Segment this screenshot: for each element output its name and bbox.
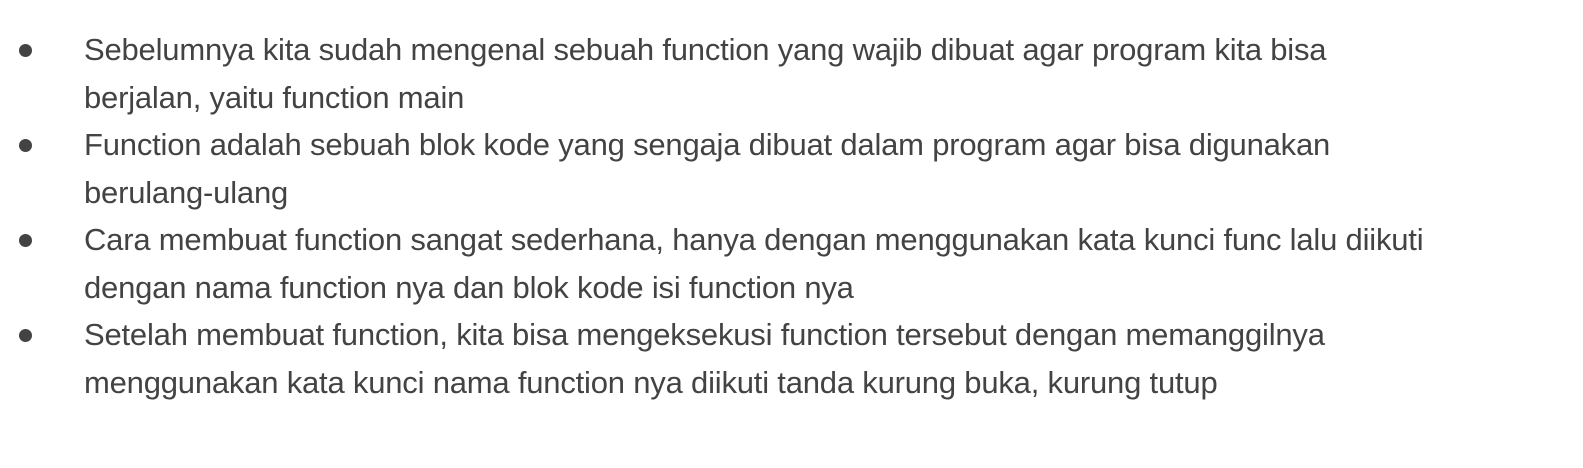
list-item-text-line: berulang-ulang — [84, 174, 289, 210]
list-item-text-line: Cara membuat function sangat sederhana, hanya dengan menggunakan kata kunci func lalu diikuti — [84, 222, 1424, 257]
bullet-icon — [19, 234, 32, 247]
list-item-text-line: Setelah membuat function, kita bisa mengeksekusi function tersebut dengan memanggilnya — [84, 317, 1325, 352]
list-item-text-line: menggunakan kata kunci nama function nya diikuti tanda kurung buka, kurung tutup — [84, 364, 1218, 400]
bullet-icon — [19, 329, 32, 342]
list-item-text-line: dengan nama function nya dan blok kode isi function nya — [84, 269, 854, 305]
list-item-text-line: Function adalah sebuah blok kode yang sengaja dibuat dalam program agar bisa digunakan — [84, 127, 1331, 162]
list-item — [0, 216, 1583, 311]
bullet-list — [0, 26, 1583, 406]
list-item — [0, 121, 1583, 216]
list-item-text-line: berjalan, yaitu function main — [84, 79, 465, 115]
bullet-icon — [19, 139, 32, 152]
list-item — [0, 26, 1583, 121]
list-item — [0, 311, 1583, 406]
list-item-text-line: Sebelumnya kita sudah mengenal sebuah function yang wajib dibuat agar program kita bisa — [84, 32, 1327, 67]
bullet-icon — [19, 44, 32, 57]
